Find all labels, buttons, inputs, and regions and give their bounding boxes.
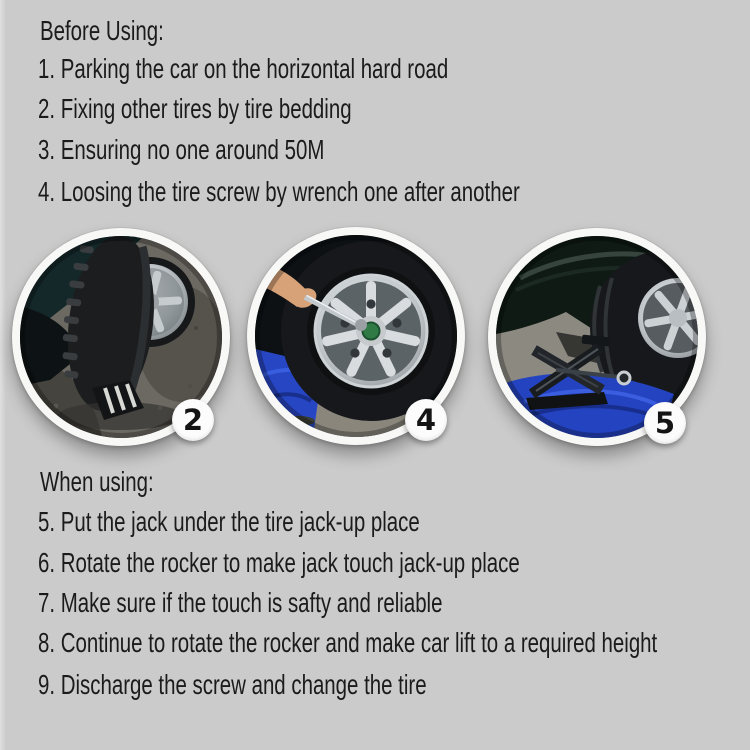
before-item-1: 1. Parking the car on the horizontal hard road (38, 53, 449, 84)
when-item-7: 7. Make sure if the touch is safty and reliable (38, 587, 443, 618)
when-item-5: 5. Put the jack under the tire jack-up place (38, 506, 420, 537)
before-using-heading: Before Using: (40, 15, 164, 46)
step-badge-2: 2 (172, 399, 214, 441)
photo-step-jack (488, 228, 706, 446)
when-item-6: 6. Rotate the rocker to make jack touch jack-up place (38, 547, 520, 578)
when-using-heading: When using: (40, 466, 154, 497)
photo-step-tire-chock (12, 228, 230, 446)
before-item-3: 3. Ensuring no one around 50M (38, 134, 325, 165)
step-badge-5: 5 (644, 402, 686, 444)
before-item-2: 2. Fixing other tires by tire bedding (38, 93, 352, 124)
before-item-4: 4. Loosing the tire screw by wrench one after another (38, 176, 520, 207)
photo-step-wrench (247, 227, 465, 445)
when-item-8: 8. Continue to rotate the rocker and make car lift to a required height (38, 627, 658, 658)
when-item-9: 9. Discharge the screw and change the tire (38, 669, 427, 700)
step-badge-4: 4 (405, 399, 447, 441)
